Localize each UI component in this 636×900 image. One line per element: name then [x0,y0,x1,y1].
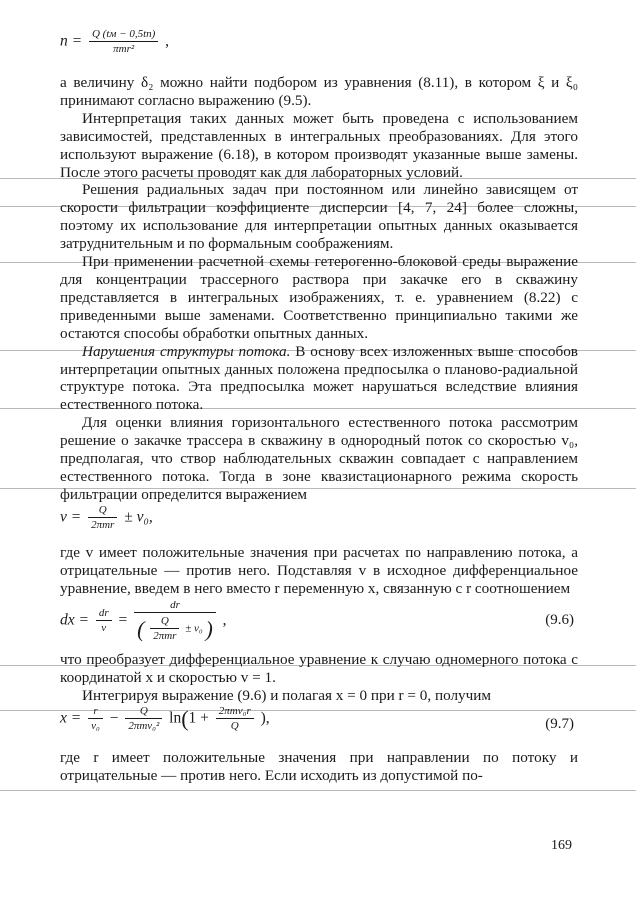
formula-lhs: v = [60,508,82,526]
formula-9-6 [60,599,578,651]
inner-tail: ± v₀ [185,623,203,635]
formula-tail: , [165,32,170,50]
numerator: r [93,705,98,718]
equals-sign: = [118,612,128,630]
numerator: dr [98,607,109,620]
equation-number: (9.6) [545,612,574,629]
fraction [88,705,103,733]
ln-operator: ln [169,709,182,727]
fraction [216,705,254,733]
paragraph-2: Интерпретация таких данных может быть проведена с использованием зависимостей, представленных в интегральных преобразованиях. Для этого используют выражение (6.18), в котором производят указанные выше замены. После этого расчеты проводят как для лабораторных условий. [60,109,578,181]
denominator: v [96,620,112,635]
minus-sign: − [109,709,119,727]
denominator: 2πmv₀² [125,718,162,733]
formula-n [60,28,578,74]
numerator: 2πmv₀r [218,705,251,718]
paragraph-5-text: В основу всех изложенных выше способов интерпретации опытных данных положена предпосылка о планово-радиальной структуре потока. Эта предпосылка может нарушаться вследствие влияния естественного потока. [60,342,578,414]
paragraph-6: Для оценки влияния горизонтального естественного потока рассмотрим решение о закачке трассера в скважину в однородный поток со скоростью v₀, предполагая, что створ наблюдательных скважин совпадает с направлением естественного потока. Тогда в зоне квазистационарного режима скорость фильтрации определится выражением [60,414,578,503]
formula-tail: , [222,612,227,630]
paragraph-10: где r имеет положительные значения при направлении по потоку и отрицательные — против него. Если исходить из допустимой по- [60,749,578,785]
formula-lhs: dx = [60,612,89,630]
numerator: Q [139,705,148,718]
denominator: 2πmr [150,628,179,643]
denominator: Q [216,718,254,733]
page-number: 169 [551,838,572,853]
denominator: v₀ [88,718,103,733]
one-plus: 1 + [188,709,209,727]
fraction [88,504,117,532]
scan-line [0,790,636,791]
denominator: ( $\frac{Q}{\text{2πmr}}$ ± v₀ ) [134,612,216,643]
denominator: 2πmr [88,517,117,532]
paragraph-5 [60,343,578,415]
numerator: dr [170,599,180,612]
paragraph-9: Интегрируя выражение (9.6) и полагая x = 0 при r = 0, получим [82,687,492,705]
formula-v [60,504,578,544]
formula-lhs: x = [60,709,82,727]
paragraph-8: что преобразует дифференциальное уравнение к случаю одномерного потока с координатой x и скоростью v = 1. [60,651,578,687]
italic-heading: Нарушения структуры потока. [82,342,291,360]
page-body [60,28,578,785]
formula-tail: ± v₀, [124,508,153,526]
formula-lhs: n = [60,32,83,50]
paragraph-3: Решения радиальных задач при постоянном или линейно зависящем от скорости фильтрации коэффициенте дисперсии [4, 7, 24] более сложны, поэтому их использование для интерпретации опытных данных оказывается затруднительным и по формальным соображениям. [60,181,578,253]
formula-tail: ), [260,709,270,727]
paragraph-1: а величину δ₂ можно найти подбором из уравнения (8.11), в котором ξ и ξ₀ принимают согласно выражению (9.5). [60,74,578,109]
denominator: πmr² [89,41,158,56]
numerator: Q [160,615,169,628]
equation-number: (9.7) [545,716,574,733]
numerator: Q [98,503,107,516]
fraction-inner [150,615,179,643]
fraction [96,607,112,635]
paragraph-7: где v имеет положительные значения при расчетах по направлению потока, а отрицательные — против него. Подставляя v в исходное дифференциальное уравнение, введем в него вместо r переменную x, связанную с r соотношением [60,543,578,597]
paragraph-4: При применении расчетной схемы гетерогенно-блоковой среды выражение для концентрации трассерного раствора при закачке его в скважину представляется в интегральных изображениях, т. е. уравнением (8.22) с приведенными выше заменами. Соответственно принципиально такими же остаются способы обработки опытных данных. [60,253,578,342]
fraction [125,705,162,733]
fraction [89,28,158,56]
numerator: Q (tм − 0,5tп) [91,28,156,40]
formula-9-7: x = $\frac{r}{\text{v₀}}$ − $\frac{Q}{\text{2πmv₀²}}$ ln(1 + $\frac{\text{2πmv₀r}}{Q}$ ), (9.7) [60,705,574,733]
fraction-outer [134,599,216,643]
